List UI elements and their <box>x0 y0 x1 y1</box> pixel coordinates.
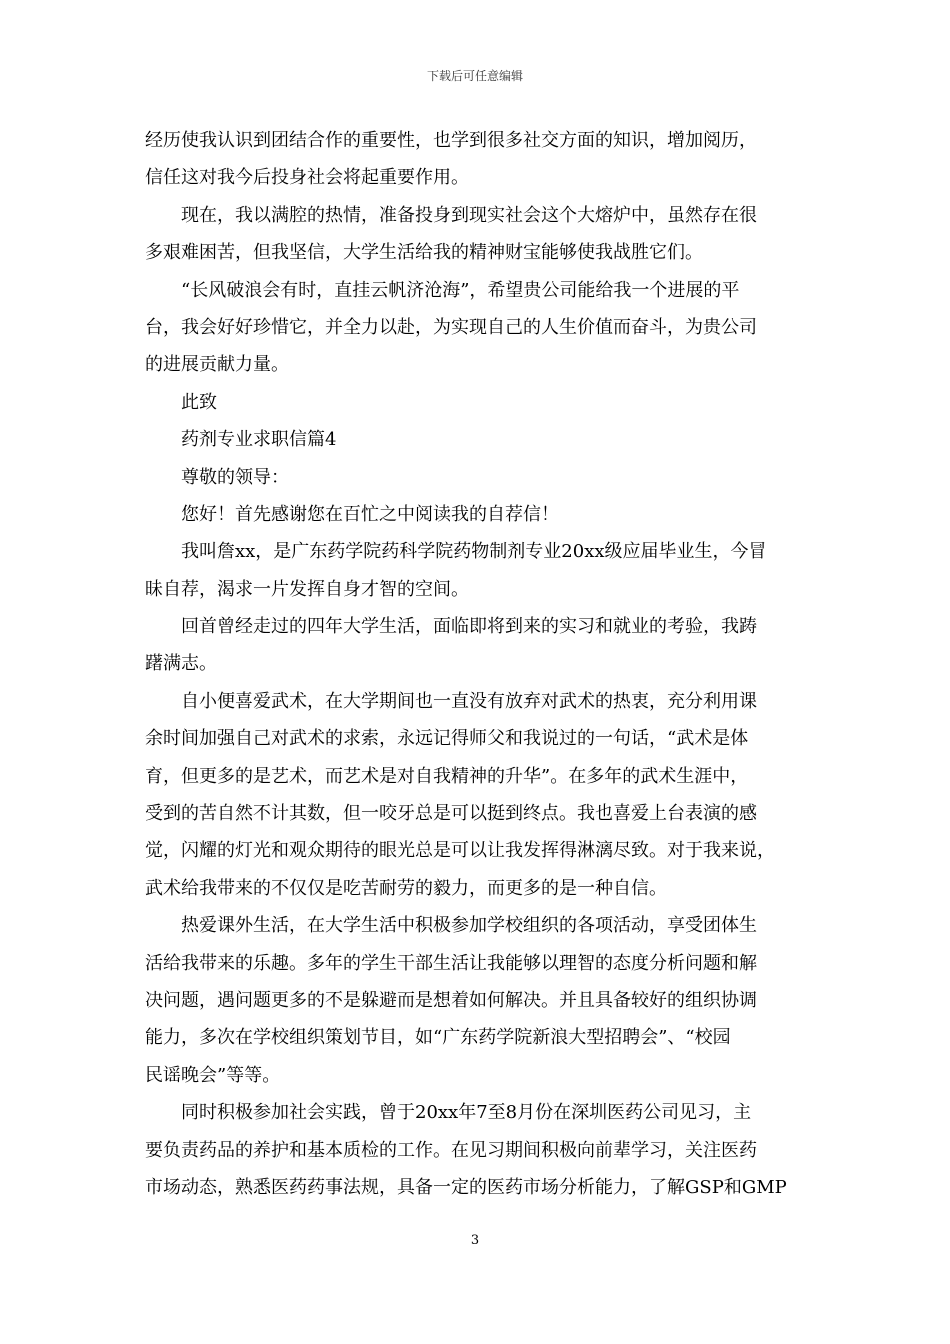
text-line: 热爱课外生活，在大学生活中积极参加学校组织的各项活动，享受团体生 <box>181 915 757 937</box>
text-line: 多艰难困苦，但我坚信，大学生活给我的精神财宝能够使我战胜它们。 <box>145 242 703 264</box>
text-line: 现在，我以满腔的热情，准备投身到现实社会这个大熔炉中，虽然存在很 <box>181 204 757 226</box>
page-number: 3 <box>470 1233 480 1248</box>
text-line: 受到的苦自然不计其数，但一咬牙总是可以挺到终点。我也喜爱上台表演的感 <box>145 803 757 825</box>
text-line: 信任这对我今后投身社会将起重要作用。 <box>145 167 469 189</box>
text-line: 决问题，遇问题更多的不是躲避而是想着如何解决。并且具备较好的组织协调 <box>145 989 757 1011</box>
section-title: 药剂专业求职信篇4 <box>181 429 337 451</box>
text-line: “长风破浪会有时，直挂云帆济沧海”，希望贵公司能给我一个进展的平 <box>181 279 740 301</box>
text-line: 您好！首先感谢您在百忙之中阅读我的自荐信！ <box>181 503 559 525</box>
text-line: 的进展贡献力量。 <box>145 354 289 376</box>
text-line: 民谣晚会”等等。 <box>145 1064 281 1086</box>
greeting: 尊敬的领导： <box>181 466 289 488</box>
text-line: 市场动态，熟悉医药药事法规，具备一定的医药市场分析能力，了解GSP和GMP <box>145 1176 787 1198</box>
document-body <box>145 122 825 1206</box>
text-line: 育，但更多的是艺术，而艺术是对自我精神的升华”。在多年的武术生涯中， <box>145 765 749 787</box>
text-line: 台，我会好好珍惜它，并全力以赴，为实现自己的人生价值而奋斗，为贵公司 <box>145 316 757 338</box>
text-line: 能力，多次在学校组织策划节目，如“广东药学院新浪大型招聘会”、“校园 <box>145 1027 731 1049</box>
text-line: 武术给我带来的不仅仅是吃苦耐劳的毅力，而更多的是一种自信。 <box>145 877 667 899</box>
text-line: 躇满志。 <box>145 653 217 675</box>
closing-salutation: 此致 <box>181 391 217 413</box>
text-line: 要负责药品的养护和基本质检的工作。在见习期间积极向前辈学习，关注医药 <box>145 1139 757 1161</box>
text-line: 同时积极参加社会实践，曾于20xx年7至8月份在深圳医药公司见习，主 <box>181 1102 752 1124</box>
text-line: 自小便喜爱武术，在大学期间也一直没有放弃对武术的热衷，充分利用课 <box>181 690 757 712</box>
text-line: 经历使我认识到团结合作的重要性，也学到很多社交方面的知识，增加阅历， <box>145 130 757 151</box>
text-line: 觉，闪耀的灯光和观众期待的眼光总是可以让我发挥得淋漓尽致。对于我来说， <box>145 840 775 862</box>
text-line: 回首曾经走过的四年大学生活，面临即将到来的实习和就业的考验，我踌 <box>181 616 757 638</box>
text-line: 我叫詹xx，是广东药学院药科学院药物制剂专业20xx级应届毕业生，今冒 <box>181 541 767 563</box>
text-line: 余时间加强自己对武术的求索，永远记得师父和我说过的一句话，“武术是体 <box>145 728 749 750</box>
text-line: 昧自荐，渴求一片发挥自身才智的空间。 <box>145 578 469 600</box>
text-line: 活给我带来的乐趣。多年的学生干部生活让我能够以理智的态度分析问题和解 <box>145 952 757 974</box>
page-header: 下载后可任意编辑 <box>426 69 523 83</box>
